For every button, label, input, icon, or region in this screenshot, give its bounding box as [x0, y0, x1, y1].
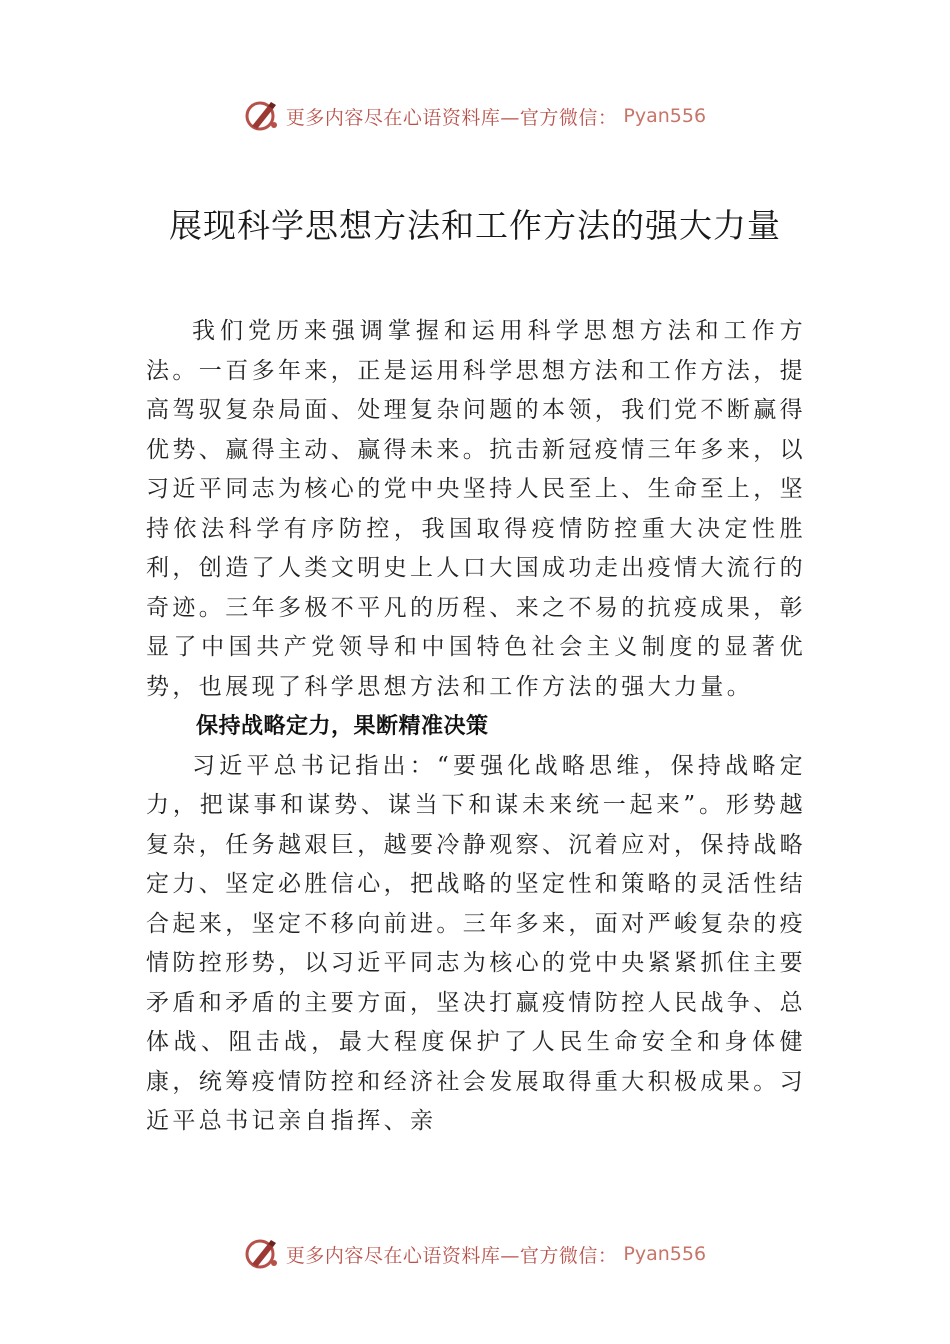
pen-logo-icon [244, 98, 280, 134]
section-heading: 保持战略定力，果断精准决策 [196, 714, 489, 739]
watermark-handle: Pyan556 [623, 1243, 707, 1265]
watermark-text: 更多内容尽在心语资料库—官方微信： [285, 1244, 618, 1267]
watermark-text: 更多内容尽在心语资料库—官方微信： [285, 106, 618, 129]
document-title: 展现科学思想方法和工作方法的强大力量 [169, 206, 781, 245]
pen-logo-icon [244, 1236, 280, 1272]
footer-watermark [0, 1234, 950, 1274]
paragraph-section: 习近平总书记指出：“要强化战略思维，保持战略定力，把谋事和谋势、谋当下和谋未来统一起来”。形势越复杂，任务越艰巨，越要冷静观察、沉着应对，保持战略定力、坚定必胜信心，把战略的坚定性和策略的灵活性结合起来，坚定不移向前进。三年多来，面对严峻复杂的疫情防控形势，以习近平同志为核心的党中央紧紧抓住主要矛盾和矛盾的主要方面，坚决打赢疫情防控人民战争、总体战、阻击战，最大程度保护了人民生命安全和身体健康，统筹疫情防控和经济社会发展取得重大积极成果。习近平总书记亲自指挥、亲 [146, 752, 806, 1134]
paragraph-intro: 我们党历来强调掌握和运用科学思想方法和工作方法。一百多年来，正是运用科学思想方法和工作方法，提高驾驭复杂局面、处理复杂问题的本领，我们党不断赢得优势、赢得主动、赢得未来。抗击新冠疫情三年多来，以习近平同志为核心的党中央坚持人民至上、生命至上，坚持依法科学有序防控，我国取得疫情防控重大决定性胜利，创造了人类文明史上人口大国成功走出疫情大流行的奇迹。三年多极不平凡的历程、来之不易的抗疫成果，彰显了中国共产党领导和中国特色社会主义制度的显著优势，也展现了科学思想方法和工作方法的强大力量。 [146, 318, 806, 700]
watermark-handle: Pyan556 [623, 105, 707, 127]
document-body [146, 312, 806, 1142]
header-watermark [0, 96, 950, 136]
